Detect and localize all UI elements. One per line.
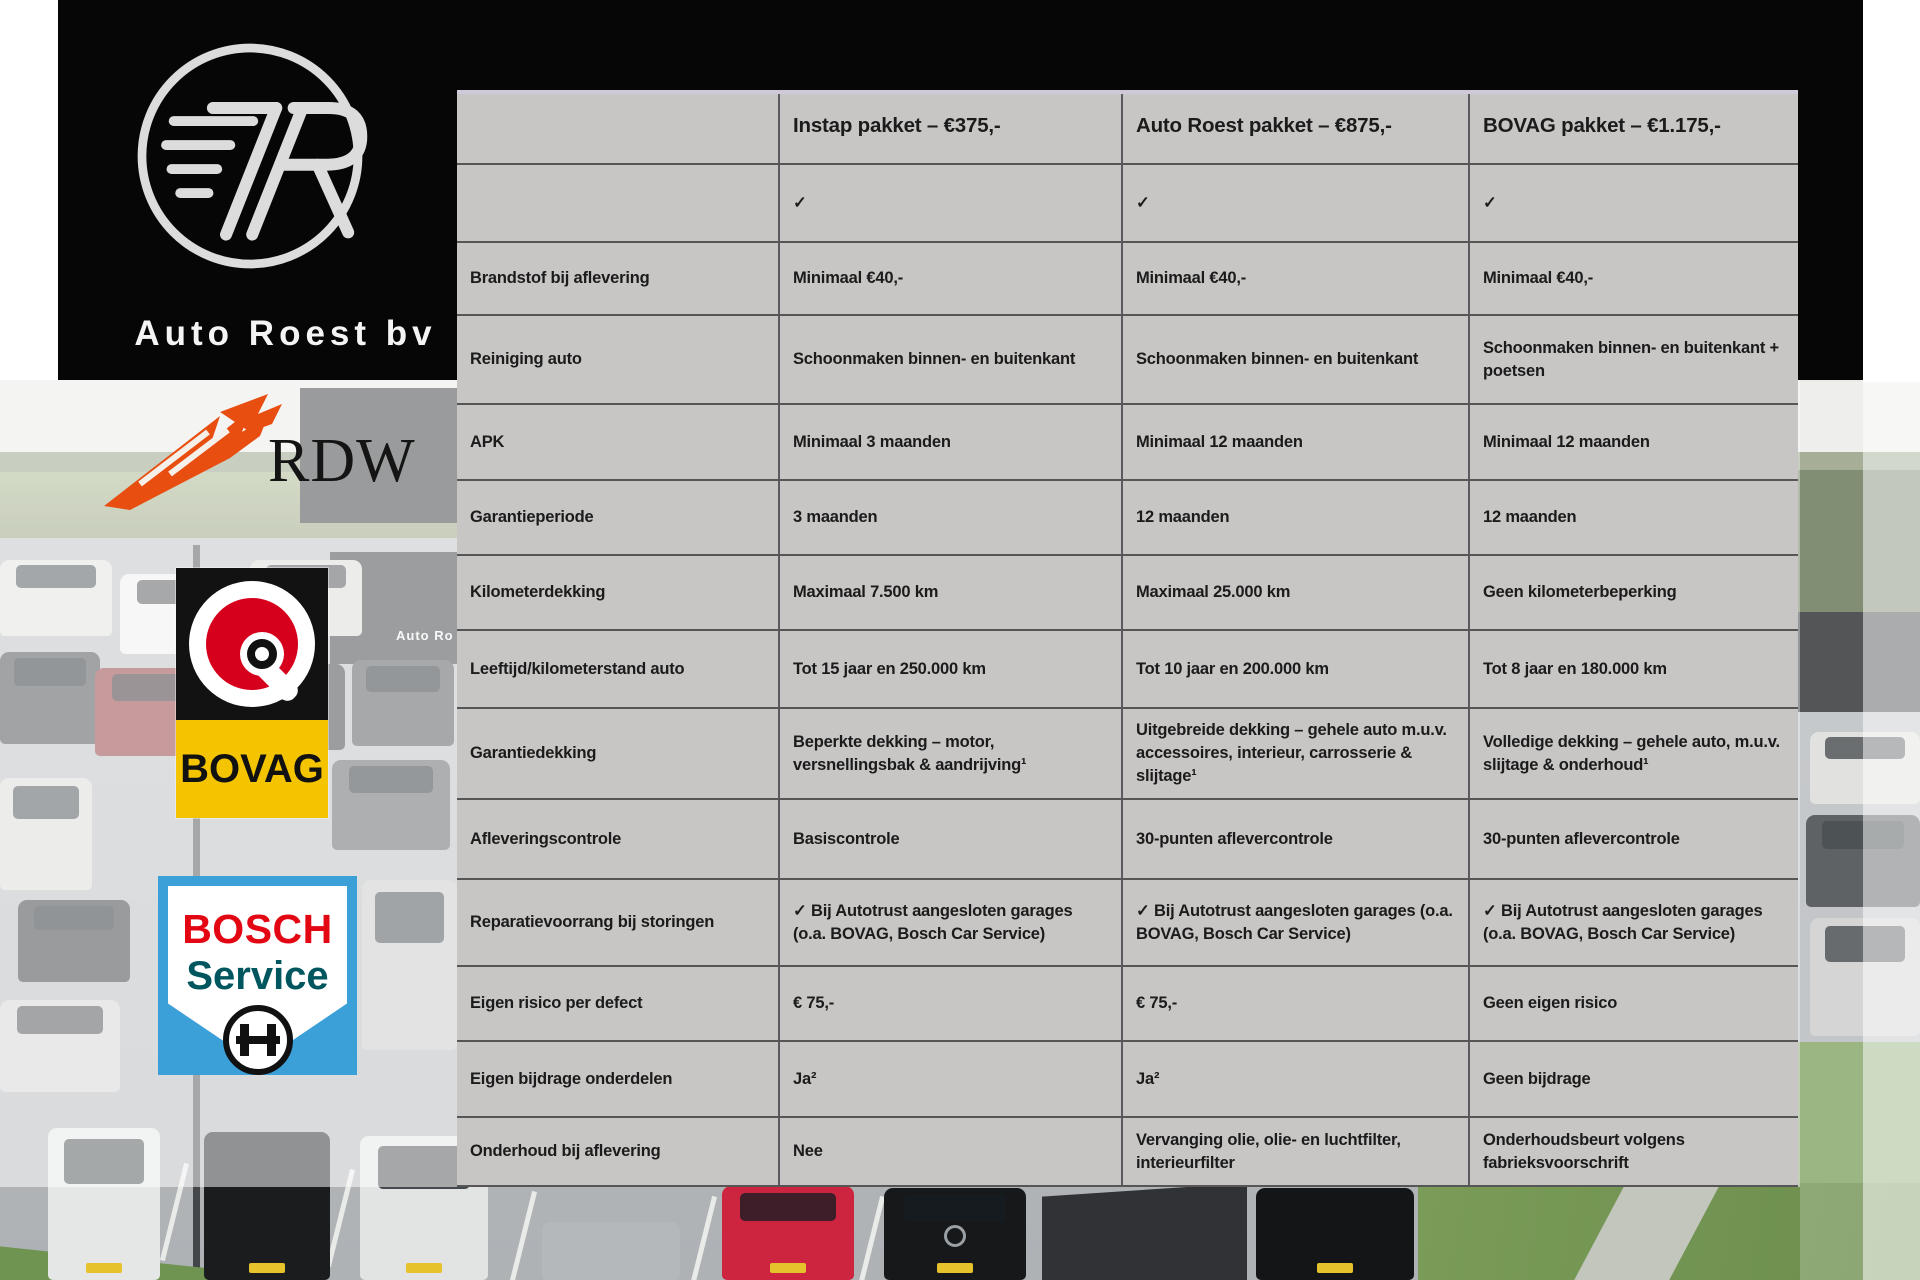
- row-label: Eigen risico per defect: [457, 967, 780, 1040]
- table-cell: Schoonmaken binnen- en buitenkant: [1123, 316, 1470, 403]
- row-label: [457, 165, 780, 241]
- row-label: Kilometerdekking: [457, 556, 780, 629]
- table-cell: ✓ Bij Autotrust aangesloten garages (o.a. BOVAG, Bosch Car Service): [1470, 880, 1798, 965]
- row-label: Eigen bijdrage onderdelen: [457, 1042, 780, 1116]
- table-cell: Schoonmaken binnen- en buitenkant: [780, 316, 1123, 403]
- table-cell: Tot 15 jaar en 250.000 km: [780, 631, 1123, 707]
- table-cell: Beperkte dekking – motor, versnellingsbak & aandrijving¹: [780, 709, 1123, 798]
- table-cell: Geen bijdrage: [1470, 1042, 1798, 1116]
- bosch-service-wordmark: Service: [186, 954, 329, 998]
- row-label: Garantiedekking: [457, 709, 780, 798]
- column-header: Instap pakket – €375,-: [780, 90, 1123, 163]
- package-comparison-table: [457, 90, 1798, 1187]
- bosch-service-logo: [158, 876, 357, 1075]
- table-cell: Nee: [780, 1118, 1123, 1185]
- brand-name: Auto Roest bv: [134, 314, 437, 353]
- table-row: [457, 243, 1798, 316]
- left-margin: [0, 0, 58, 380]
- row-label: APK: [457, 405, 780, 479]
- column-header: BOVAG pakket – €1.175,-: [1470, 90, 1798, 163]
- table-cell: ✓ Bij Autotrust aangesloten garages (o.a. BOVAG, Bosch Car Service): [780, 880, 1123, 965]
- bosch-armature-icon: [220, 1002, 296, 1078]
- rdw-wordmark: RDW: [268, 427, 416, 495]
- car-silver-sedan: [542, 1222, 680, 1280]
- car-black-van: [1256, 1188, 1414, 1280]
- table-cell: Ja²: [780, 1042, 1123, 1116]
- table-cell: Ja²: [1123, 1042, 1470, 1116]
- table-row: [457, 316, 1798, 405]
- table-row: [457, 405, 1798, 481]
- table-cell: Uitgebreide dekking – gehele auto m.u.v. accessoires, interieur, carrosserie & slijtage¹: [1123, 709, 1470, 798]
- table-cell: Tot 8 jaar en 180.000 km: [1470, 631, 1798, 707]
- table-cell: 3 maanden: [780, 481, 1123, 554]
- table-cell: 12 maanden: [1470, 481, 1798, 554]
- table-cell: Minimaal 12 maanden: [1470, 405, 1798, 479]
- table-cell: Minimaal €40,-: [1470, 243, 1798, 314]
- bovag-wordmark: BOVAG: [176, 720, 328, 818]
- table-cell: Schoonmaken binnen- en buitenkant + poetsen: [1470, 316, 1798, 403]
- auto-roest-7r-logo-icon: [130, 34, 370, 278]
- table-row: [457, 481, 1798, 556]
- row-label: Brandstof bij aflevering: [457, 243, 780, 314]
- row-label: Reparatievoorrang bij storingen: [457, 880, 780, 965]
- table-row: [457, 800, 1798, 880]
- table-cell: 30-punten aflevercontrole: [1123, 800, 1470, 878]
- white-wash-overlay: [1800, 382, 1863, 1280]
- table-cell: Maximaal 25.000 km: [1123, 556, 1470, 629]
- table-cell: € 75,-: [1123, 967, 1470, 1040]
- table-cell: Minimaal €40,-: [780, 243, 1123, 314]
- row-label: Reiniging auto: [457, 316, 780, 403]
- table-cell: € 75,-: [780, 967, 1123, 1040]
- row-label: Afleveringscontrole: [457, 800, 780, 878]
- row-label: Garantieperiode: [457, 481, 780, 554]
- car-black-golf: [884, 1188, 1026, 1280]
- bovag-logo: [176, 568, 328, 818]
- table-cell: Maximaal 7.500 km: [780, 556, 1123, 629]
- table-cell: 30-punten aflevercontrole: [1470, 800, 1798, 878]
- table-row: [457, 709, 1798, 800]
- car-red-hatchback: [722, 1186, 854, 1280]
- table-row: [457, 165, 1798, 243]
- table-cell: Minimaal 12 maanden: [1123, 405, 1470, 479]
- table-row: [457, 556, 1798, 631]
- table-cell: 12 maanden: [1123, 481, 1470, 554]
- bovag-q-icon: [176, 568, 328, 720]
- table-row: [457, 1042, 1798, 1118]
- bovag-q-mark: [176, 568, 328, 720]
- table-cell: ✓: [780, 165, 1123, 241]
- vw-badge-icon: [944, 1225, 966, 1247]
- row-label: Leeftijd/kilometerstand auto: [457, 631, 780, 707]
- table-cell: ✓: [1123, 165, 1470, 241]
- right-margin: [1863, 0, 1920, 382]
- column-header: Auto Roest pakket – €875,-: [1123, 90, 1470, 163]
- rdw-logo: [100, 388, 416, 510]
- corner-cell: [457, 90, 780, 163]
- table-header-row: [457, 90, 1798, 165]
- table-cell: ✓: [1470, 165, 1798, 241]
- white-wash-overlay: [1863, 382, 1920, 1280]
- table-cell: Geen eigen risico: [1470, 967, 1798, 1040]
- table-row: [457, 631, 1798, 709]
- row-label: Onderhoud bij aflevering: [457, 1118, 780, 1185]
- table-cell: ✓ Bij Autotrust aangesloten garages (o.a. BOVAG, Bosch Car Service): [1123, 880, 1470, 965]
- table-cell: Minimaal 3 maanden: [780, 405, 1123, 479]
- table-cell: Volledige dekking – gehele auto, m.u.v. slijtage & onderhoud¹: [1470, 709, 1798, 798]
- table-row: [457, 967, 1798, 1042]
- table-cell: Geen kilometerbeperking: [1470, 556, 1798, 629]
- table-top-accent: [457, 90, 1798, 94]
- table-cell: Onderhoudsbeurt volgens fabrieksvoorschrift: [1470, 1118, 1798, 1185]
- table-row: [457, 1118, 1798, 1187]
- table-cell: Minimaal €40,-: [1123, 243, 1470, 314]
- photo-shed: [1042, 1183, 1247, 1280]
- table-cell: Tot 10 jaar en 200.000 km: [1123, 631, 1470, 707]
- table-row: [457, 880, 1798, 967]
- table-cell: Basiscontrole: [780, 800, 1123, 878]
- bosch-wordmark: BOSCH: [182, 906, 333, 952]
- table-cell: Vervanging olie, olie- en luchtfilter, interieurfilter: [1123, 1118, 1470, 1185]
